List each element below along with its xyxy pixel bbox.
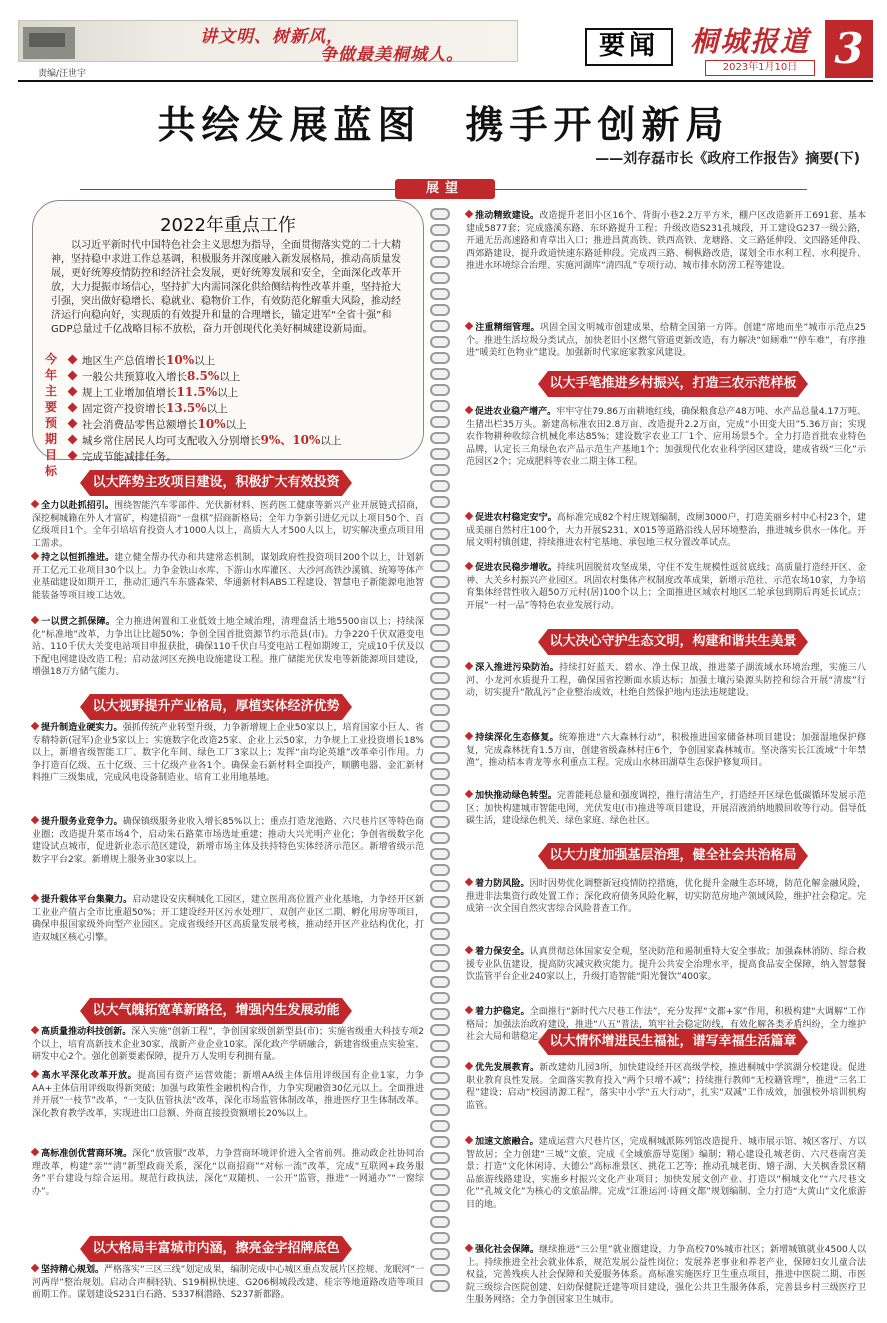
binding-ring [430,1136,450,1148]
binding-ring [430,224,450,236]
headline: 共绘发展蓝图 携手开创新局 [157,102,730,147]
diamond-bullet-icon [68,355,78,365]
target-tail: 以上 [320,435,342,447]
diamond-bullet-icon [465,790,473,798]
paragraph-lead: 着力护稳定。 [475,1007,530,1017]
target-value: 8.5% [187,369,220,383]
target-item [69,417,409,433]
diamond-bullet-icon [31,1026,39,1034]
article-paragraph [32,616,424,690]
binding-ring [430,624,450,636]
binding-ring [430,656,450,668]
article-paragraph [466,562,866,626]
binding-ring [430,848,450,860]
paragraph-text: 建立健全帮办代办和共建常态机制，谋划政府性投资项目200个以上，计划新开工亿元工业项目30个以上。力争金铁山水库、下游山水库灌区、大沙河高铁沙溪镇、统筹等体产业基础建设如期开工，推动汇通汽车东盛森荣、华通新材料ABS工程建设、智慧电子新能源电池智能装备等项目竣工达效。 [32,553,424,601]
binding-ring [430,272,450,284]
paragraph-text: 因时因势优化调整新冠疫情防控措施，优化提升金融生态环境，防范化解金融风险，推进非法集资行政处置工作；深化政府债务风险化解，切实防范房地产领域风险，维护社会稳定。完成第一次全国自然灾害综合风险普查工作。 [466,879,866,914]
binding-ring [430,512,450,524]
masthead-rule [18,80,873,82]
paragraph-text: 全力推进闲置和工业低效土地全域治理，清理盘活土地5500亩以上；持续深化“标准地”改革，力争出让比超50%；争创全国首批资源节约示范县(市)。力争220千伏双港变电站、110千伏大关变电站项目申报获批，确保110千伏白马变电站工程如期竣工，完成10千伏及以下配电网建设改造工程；启动盆河区充换电设施建设工程。推广储能光伏发电等新能源项目建设，增强18万方储气能力。 [32,617,424,677]
article-paragraph [466,406,866,510]
priorities-title: 2022年重点工作 [160,215,296,236]
binding-ring [430,432,450,444]
binding-ring [430,1072,450,1084]
target-text: 固定资产投资增长 [82,403,166,415]
paragraph-lead: 高质量推动科技创新。 [41,1027,132,1037]
diamond-bullet-icon [31,816,39,824]
target-text: 规上工业增加值增长 [82,387,177,399]
diamond-bullet-icon [68,435,78,445]
paragraph-text: 围绕智能汽车零部件、光伏新材料、医药医工健康等新兴产业开展链式招商，深挖桐城籍在外人才富矿，构建招商“一盘棋”招商新格局；全年力争新引进亿元以上项目50个、百亿级项目1个。全年引培培育投资人才1000人以上，高质大人才500人以上，切实解决重点项目用工需求。 [32,501,424,549]
target-text: 完成节能减排任务 [82,451,166,463]
target-tail: 以上 [219,371,241,383]
article-paragraph [32,816,424,892]
article-paragraph [466,210,866,320]
binding-ring [430,480,450,492]
binding-ring [430,352,450,364]
paragraph-lead: 高标准创优营商环境。 [41,1149,133,1159]
paragraph-lead: 持续深化生态修复。 [475,733,559,743]
binding-ring [430,1152,450,1164]
binding-ring [430,880,450,892]
paragraph-lead: 提升载体平台集聚力。 [41,895,133,905]
binding-ring [430,384,450,396]
binding-ring [430,800,450,812]
binding-ring [430,336,450,348]
target-value: 10% [166,353,195,367]
article-paragraph [32,552,424,614]
target-text: 城乡常住居民人均可支配收入分别增长 [82,435,261,447]
binding-ring [430,560,450,572]
binding-ring [430,416,450,428]
binding-ring [430,1008,450,1020]
binding-ring [430,1120,450,1132]
spiral-binding [428,208,452,1308]
binding-ring [430,592,450,604]
binding-ring [430,208,450,220]
target-item [69,433,409,449]
binding-ring [430,960,450,972]
paragraph-text: 改造提升老旧小区16个、背街小巷2.2万平方米，棚户区改造新开工691套、基本建成5877套；完成盛溪东路、东环路提升工程；升级改造S231孔城段，开工建设G237一级公路，开通无岳高速路和青草出入口；推进昌黄高铁、铁西高铁、龙塘路、文三路延伸段、文四路延伸段、西郊路建设，提升政道快速东路延伸段。完成西三路、桐枞路改造，谋划全市水利工程、水利提升、推进水环境综合治理、实施河湖库“清四乱”专项行动、城市排水防涝工程等建设。 [466,211,866,271]
paragraph-lead: 持之以恒抓推进。 [41,553,115,563]
diamond-bullet-icon [31,500,39,508]
binding-ring [430,1200,450,1212]
diamond-bullet-icon [68,403,78,413]
binding-ring [430,704,450,716]
paragraph-text: 深入实施“创新工程”，争创国家级创新型县(市)；实施省级重大科技专项2个以上，培育高新技术企业30家、战新产业企业10家。深化政产学研融合，新建省级重点实验室、研发中心2个。强化创新要素保障，提升万人发明专利拥有量。 [32,1027,424,1062]
target-item [69,385,409,401]
paragraph-text: 巩固全国文明城市创建成果，给精全国第一方阵。创建“席地而坐”城市示范点25个。推进生活垃圾分类试点，加快老旧小区燃气管道更新改造，有力解决“如厕难”“停车难”，有序推进“暖美红色物业”建设。加强新时代家庭家教家风建设。 [466,323,866,358]
binding-ring [430,1040,450,1052]
paragraph-text: 强抓传统产业转型升级，力争新增规上企业50家以上，培育国家小巨人、省专精特新(冠军)企业5家以上；实施数字化改造25家、企业上云50家，力争规上工业投资增长18%以上，新增省级智能工厂、数字化车间、绿色工厂3家以上；发挥“亩均论英雄”改革牵引作用。力争打造百亿级、五十亿级、三十亿级产业各1个。确保金石新材料全面投产，顺鹏电器、金汇新材料推广三级集成，完成风电设备制造业、培育工业用地基地。 [32,723,424,783]
binding-ring [430,976,450,988]
binding-ring [430,1104,450,1116]
binding-ring [430,688,450,700]
article-paragraph [466,946,866,1004]
diamond-bullet-icon [465,512,473,520]
paragraph-lead: 优先发展教育。 [475,1063,540,1073]
binding-ring [430,864,450,876]
diamond-bullet-icon [465,1244,473,1252]
targets-side-label: 今年主要预期目标 [44,352,57,478]
paragraph-lead: 促进农村稳定安宁。 [475,513,557,523]
targets-list [69,353,409,465]
target-item [69,353,409,369]
paragraph-lead: 着力保安全。 [475,947,530,957]
paragraph-lead: 推动精致建设。 [475,211,540,221]
binding-ring [430,608,450,620]
binding-ring [430,944,450,956]
binding-ring [430,528,450,540]
paragraph-text: 认真贯彻总体国家安全观，坚决防范和遏制重特大安全事故；加强森林消防、综合救援专业队伍建设，提高防灾减灾救灾能力。提升公共安全治理水平，提高食品安全保障，纳入智慧餐饮监管平台企业240家以上，升级打造智能“阳光餐饮”400家。 [466,947,866,982]
target-value: 10% [197,417,226,431]
slogan-line-2: 争做最美桐城人。 [320,45,464,65]
article-paragraph [32,722,424,814]
paragraph-lead: 深入推进污染防治。 [475,663,560,673]
paragraph-text: 严格落实“三区三线”划定成果，编制完成中心城区重点发展片区控规、龙眠河“一河两岸”整治规划。启动合声桐轻轨、S19桐枞快速、G206桐城段改建、桂宗等地道路改造等项目前期工作。谋划建设S231白石路、S337桐潜路、S237新都路。 [32,1265,425,1300]
binding-ring [430,896,450,908]
diamond-bullet-icon [465,946,473,954]
binding-ring [430,928,450,940]
diamond-bullet-icon [465,210,473,218]
paragraph-lead: 高水平深化改革开放。 [41,1071,138,1081]
binding-ring [430,1168,450,1180]
article-paragraph [466,1062,866,1134]
section-header: 以大阵势主攻项目建设，积极扩大有效投资 [90,470,342,496]
binding-ring [430,256,450,268]
diamond-bullet-icon [465,662,473,670]
priorities-box [32,200,424,478]
article-paragraph [466,662,866,730]
target-tail: 以上 [194,355,216,367]
article-paragraph [32,500,424,550]
subheadline: ——刘存磊市长《政府工作报告》摘要(下) [595,151,860,167]
binding-ring [430,1088,450,1100]
masthead [0,0,887,80]
diamond-bullet-icon [68,419,78,429]
target-tail: 以上 [217,387,239,399]
section-header: 以大力度加强基层治理，健全社会共治格局 [548,843,798,869]
section-header: 以大决心守护生态文明，构建和谐共生美景 [548,629,798,655]
article-paragraph [32,1264,424,1316]
article-paragraph [466,878,866,944]
page-number: 3 [825,20,873,78]
binding-ring [430,816,450,828]
article-paragraph [32,894,424,984]
target-text: 社会消费品零售总额增长 [82,419,198,431]
section-label: 要闻 [585,28,673,66]
paragraph-text: 新改建幼儿园3所，加快建设经开区高级学校，推进桐城中学滨湖分校建设。促进职业教育良性发展。全面落实教育投入“两个只增不减”；持续推行教师“无校籍管理”，推进“三名工程”建设；启动“校园清源工程”，落实中小学“五大行动”，扎实“双减”工作成效，加强校外培训机构监管。 [466,1063,866,1111]
paragraph-lead: 全力以赴抓招引。 [41,501,115,511]
binding-ring [430,736,450,748]
section-header: 以大情怀增进民生福祉，谱写幸福生活篇章 [548,1029,798,1055]
target-text: 一般公共预算收入增长 [82,371,187,383]
paragraph-text: 牢牢守住79.86万亩耕地红线，确保粮食总产48万吨、水产品总量4.17万吨、生猪出栏35万头。新建高标准农田2.8万亩、改造提升2.2万亩，完成“小田变大田”5.36万亩；实现农作物耕种收综合机械化率达85%；建设数字农业工厂1个、应用场景5个。全力打造首批农业特色品牌，认定长三角绿色农产品示范生产基地1个；加强现代化农业科学园区建设，建成省级“三化”示范园区2个；完成肥料等农业二期主体工程。 [466,407,866,467]
paragraph-lead: 一以贯之抓保障。 [41,617,116,627]
target-item [69,369,409,385]
paragraph-text: 完善能耗总量和强度调控，推行清洁生产，打造经开区绿色低碳循环发展示范区；加快构建城市智能电网，光伏发电(市)推进等项目建设，开展沼液消纳地膜回收等行动。倡导低碳生活，建设绿色机关、绿色家庭、绿色社区。 [466,791,866,826]
diamond-bullet-icon [465,732,473,740]
column-tag: 展望 [395,179,495,199]
binding-ring [430,400,450,412]
binding-ring [430,320,450,332]
diamond-bullet-icon [465,878,473,886]
paragraph-lead: 着力防风险。 [475,879,530,889]
target-text: 地区生产总值增长 [82,355,166,367]
diamond-bullet-icon [31,552,39,560]
diamond-bullet-icon [465,1062,473,1070]
diamond-bullet-icon [31,894,39,902]
diamond-bullet-icon [68,387,78,397]
paragraph-lead: 促进农业稳产增产。 [475,407,557,417]
building-image [23,27,75,59]
binding-ring [430,448,450,460]
binding-ring [430,1184,450,1196]
binding-ring [430,832,450,844]
target-value: 11.5% [176,385,218,399]
binding-ring [430,1280,450,1292]
paragraph-text: 统筹推进“六大森林行动”，积极推进国家储备林项目建设；加强湿地保护修复，完成森林抚育1.5万亩，创建省级森林村庄6个，争创国家森林城市。坚决落实长江流域“十年禁渔”，推动桔本青龙等水利重点工程。完成山水林田湖草生态保护修复项目。 [466,733,866,768]
binding-ring [430,1248,450,1260]
target-item [69,401,409,417]
priorities-intro: 以习近平新时代中国特色社会主义思想为指导，全面贯彻落实党的二十大精神，坚持稳中求进工作总基调，积极服务并深度融入新发展格局，推动高质量发展，更好统筹疫情防控和经济社会发展，更好统筹发展和安全，全面深化改革开放，大力提振市场信心，坚持扩大内需同深化供给侧结构性改革并重，坚持抢大引强，突出做好稳增长、稳就业、稳物价工作，有效防范化解重大风险，推动经济运行向稳向好，实现质的有效提升和量的合理增长，锚定进军“全省十强”和GDP总量过千亿战略目标不放松，奋力开创现代化美好桐城建设新局面。 [51,240,401,335]
paragraph-lead: 加速文旅融合。 [475,1137,539,1147]
paragraph-text: 提高国有资产运营效能；新增AA级主体信用评级国有企业1家，力争AA+主体信用评级取得新突破；加强与政策性金融机构合作，力争实现融资30亿元以上。全面推进并开展“一枝节”改革，“一支队伍管执法”改革，深化市场监管体制改革，推进医疗卫生体制改革。深化教育教学改革，实现进出口总额、外商直接投资额增长20%以上。 [32,1071,424,1119]
paragraph-text: 全面推行“新时代六尺巷工作法”，充分发挥“文都+家”作用，积极构建“大调解”工作格局；加强法治政府建设，推进“八五”普法，筑牢社会稳定防线，有效化解各类矛盾纠纷，全力维护社会大局和谐稳定。 [466,1007,866,1042]
binding-ring [430,464,450,476]
target-value: 9%、10% [260,433,321,447]
paragraph-text: 确保镇级服务业收入增长85%以上；重点打造龙池路、六尺巷片区等特色商业圈；改造提升菜市场4个，启动朱石路菜市场选址重建；推动大兴光明产业化；争创省级数字化建设试点城市，促进新业态示范区建设，新增市场主体及扶持特色实体经济示范区。新增省级示范数字平台2家。新增规上服务业30家以上。 [32,817,424,865]
paragraph-text: 继续推进“三公里”就业圈建设，力争高校70%城市社区；新增城镇就业4500人以上。持续推进全社会就业体系，规范发展公益性岗位；发展养老事业和养老产业，保障妇女儿童合法权益，完善残疾人社会保障和关爱服务体系。高标准实施医疗卫生重点项目，推进中医院二期、市医院三级综合医院创建、妇幼保健院迁建等项目建设，强化公共卫生服务体系，完善县乡村三级医疗卫生服务网络；全力争创国家卫生城市。 [466,1245,866,1305]
binding-ring [430,496,450,508]
paragraph-lead: 促进农民稳步增收。 [475,563,557,573]
target-tail: 。 [166,451,177,463]
section-header: 以大格局丰富城市内涵，擦亮金字招牌底色 [90,1236,342,1262]
binding-ring [430,544,450,556]
article-paragraph [466,732,866,788]
target-tail: 以上 [225,419,247,431]
target-tail: 以上 [206,403,228,415]
target-value: 13.5% [166,401,207,415]
article-paragraph [32,1070,424,1146]
diamond-bullet-icon [465,322,473,330]
editor-credit: 责编/汪世宇 [38,69,87,79]
binding-ring [430,304,450,316]
paragraph-text: 深化“放管服”改革，力争营商环境评价进入全省前列。推动政企社协同治理改革，构建“亲”“清”新型政商关系，深化“以商招商”“对标一流”改革，完成“互联网+政务服务”平台建设与综合运用。规范行政执法，深化“双随机、一公开”监管，推进“一网通办”“一窗综办”。 [32,1149,424,1197]
binding-ring [430,1216,450,1228]
diamond-bullet-icon [465,406,473,414]
binding-ring [430,672,450,684]
paragraph-lead: 强化社会保障。 [475,1245,540,1255]
paragraph-lead: 注重精细管理。 [475,323,540,333]
paragraph-text: 持续巩固脱贫攻坚成果，守住不发生规模性返贫底线；高质量打造经开区、金神、大关乡村振兴产业园区。巩固农村集体产权制度改革成果，新增示范社、示范农场10家，力争培育集体经营性收入超50万元村(居)100个以上；全面推进区域农村地区二轮承包到期后再延长试点；开展“一村一品”等特色农业发展行动。 [466,563,866,611]
binding-ring [430,992,450,1004]
binding-ring [430,640,450,652]
article-paragraph [466,322,866,362]
issue-date: 2023年1月10日 [705,60,815,76]
article-paragraph [466,1136,866,1242]
diamond-bullet-icon [465,1006,473,1014]
diamond-bullet-icon [465,562,473,570]
paragraph-lead: 提升制造业硬实力。 [41,723,123,733]
paragraph-text: 持续打好蓝天、碧水、净土保卫战，推进菜子湖流域水环境治理，实施三八河、小龙河水质提升工程，确保国省控断面水质达标；加强土壤污染源头防控和综合开展“清废”行动，切实提升“散乱污”企业整治成效，杜绝自然保护地内违法违规建设。 [466,663,866,698]
diamond-bullet-icon [68,451,78,461]
article-paragraph [32,1148,424,1232]
binding-ring [430,576,450,588]
article-paragraph [466,512,866,560]
paragraph-lead: 加快推动绿色转型。 [475,791,557,801]
slogan-line-1: 讲文明、树新风， [200,27,344,47]
binding-ring [430,1232,450,1244]
binding-ring [430,1264,450,1276]
diamond-bullet-icon [465,1136,473,1144]
binding-ring [430,768,450,780]
paragraph-lead: 提升服务业竞争力。 [41,817,123,827]
binding-ring [430,752,450,764]
binding-ring [430,720,450,732]
diamond-bullet-icon [31,722,39,730]
binding-ring [430,288,450,300]
paragraph-text: 启动建设安庆桐城化工园区，建立医用高位置产业化基地，力争经开区新工业业产值占全市比重超50%；开工建设经开区污水处理厂、双创产业区二期、孵化用房等项目，确保申报国家级外向型产业园区。完成省级经开区高质量发展考核，推动经开区产业结构优化，打造双城区核心引擎。 [32,895,424,943]
article-paragraph [32,1026,424,1068]
paragraph-text: 高标准完成82个村庄规划编制，改厕3000户，打造美丽乡村中心村23个，建成美丽自然村庄100个，大力开展S231、X015等道路沿线人居环境整治，推进城乡供水一体化。开展文明村镇创建，持续推进农村宅基地、承包地三权分置改革试点。 [466,513,866,548]
section-header: 以大视野提升产业格局，厚植实体经济优势 [90,694,342,720]
paragraph-text: 建成运营六尺巷片区，完成桐城派陈列馆改造提升、城市展示馆、城区客厅、方以智故居；全力创建“三城”文旅，完成《全域旅游导览图》编制；精心建设孔城老街、六尺巷南宫美景；打造“文化休闲诗、大德公”高标准景区、挑花工艺等；推动孔城老街、嬉子湖、大关枫香景区精品旅游线路建设，实施乡村振兴文化产业项目；加快发展文创产业、打造以“桐城文化”“六尺巷文化”“孔城文化”为核心的文旅品牌。完成“江淮运河·诗画文都”规划编制、全力打造“大黄山”文化旅游目的地。 [466,1137,866,1210]
article-paragraph [466,1244,866,1306]
binding-ring [430,1056,450,1068]
diamond-bullet-icon [31,1148,39,1156]
target-item [69,449,409,465]
binding-ring [430,1024,450,1036]
diamond-bullet-icon [31,616,39,624]
diamond-bullet-icon [31,1264,39,1272]
article-paragraph [466,790,866,836]
binding-ring [430,784,450,796]
diamond-bullet-icon [68,371,78,381]
diamond-bullet-icon [31,1070,39,1078]
binding-ring [430,240,450,252]
section-header: 以大气魄拓宽革新路径，增强内生发展动能 [90,998,342,1024]
section-header: 以大手笔推进乡村振兴，打造三农示范样板 [548,371,798,397]
paragraph-lead: 坚持精心规划。 [41,1265,105,1275]
binding-ring [430,368,450,380]
binding-ring [430,912,450,924]
paper-name-logo: 桐城报道 [690,25,811,58]
